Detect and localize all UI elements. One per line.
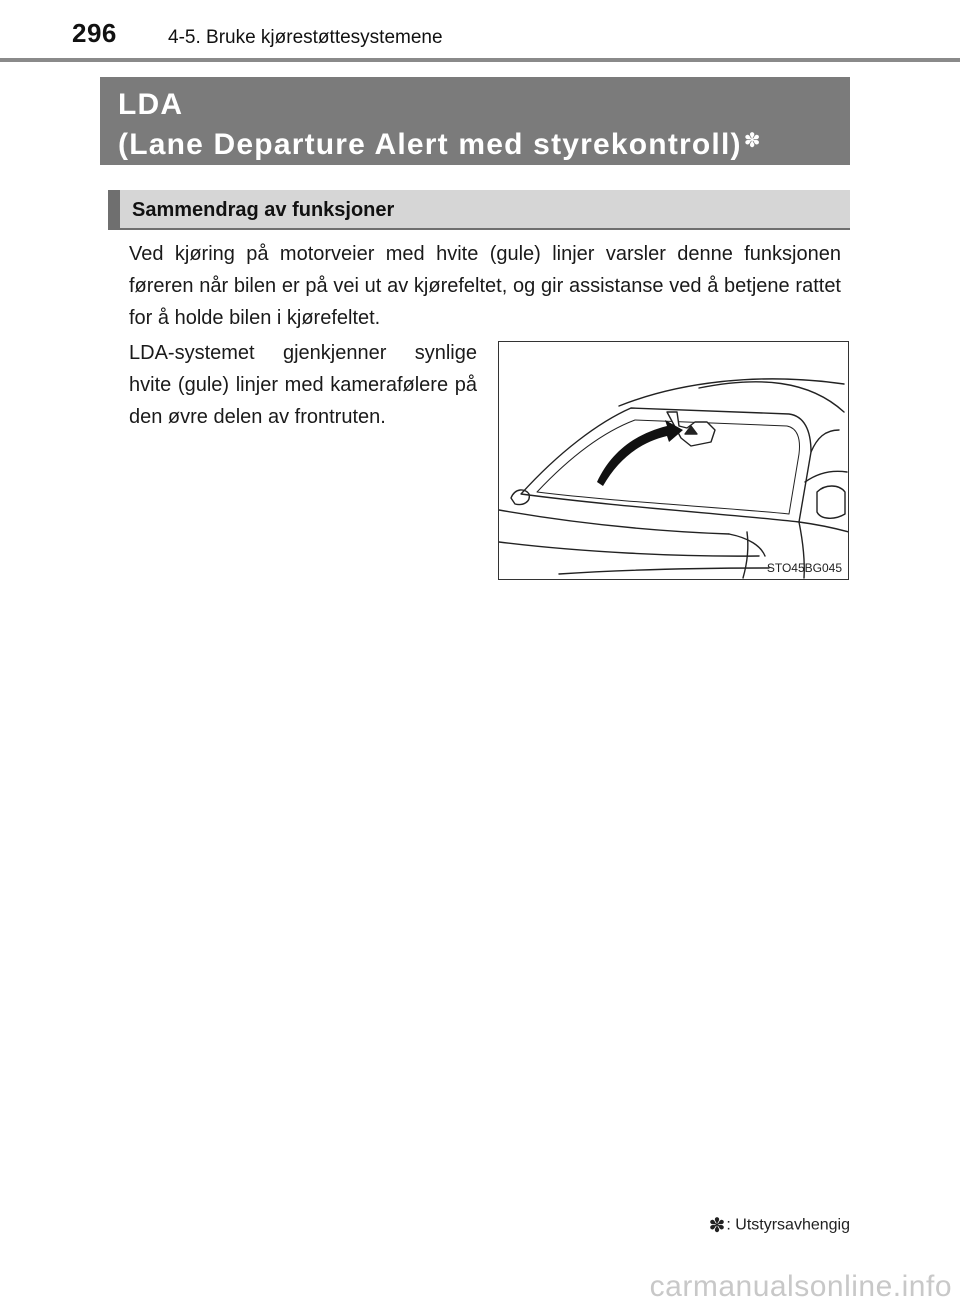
footnote-text: : Utstyrsavhengig (726, 1216, 850, 1234)
header-divider (0, 58, 960, 62)
title-line-1: LDA (118, 88, 184, 121)
description-paragraph: LDA-systemet gjenkjenner synlige hvite (gule) linjer med kamerafølere på den øvre delen av frontruten. (129, 342, 477, 428)
title-line-2 (118, 125, 850, 165)
subheading-underline (108, 228, 850, 230)
equipment-marker-icon: ✽ (708, 1215, 726, 1237)
equipment-marker-icon: ✽ (743, 130, 762, 152)
page-header (0, 0, 960, 60)
section-title-block (100, 77, 850, 165)
windshield-figure (498, 341, 849, 580)
subheading: Sammendrag av funksjoner (108, 190, 850, 230)
page-number: 296 (72, 18, 117, 48)
section-reference: 4-5. Bruke kjørestøttesystemene (168, 27, 443, 48)
intro-paragraph: Ved kjøring på motorveier med hvite (gule) linjer varsler denne funksjonen føreren når bilen er på vei ut av kjørefeltet, og gir assistanse ved å betjene rattet for å holde bilen i kjørefeltet. (129, 243, 841, 329)
figure-code: STO45BG045 (766, 561, 842, 575)
watermark: carmanualsonline.info (649, 1270, 952, 1303)
windshield-illustration (499, 342, 849, 580)
footnote (709, 1213, 850, 1238)
arrow-icon (597, 420, 683, 486)
title-text: (Lane Departure Alert med styrekontroll) (118, 128, 742, 161)
